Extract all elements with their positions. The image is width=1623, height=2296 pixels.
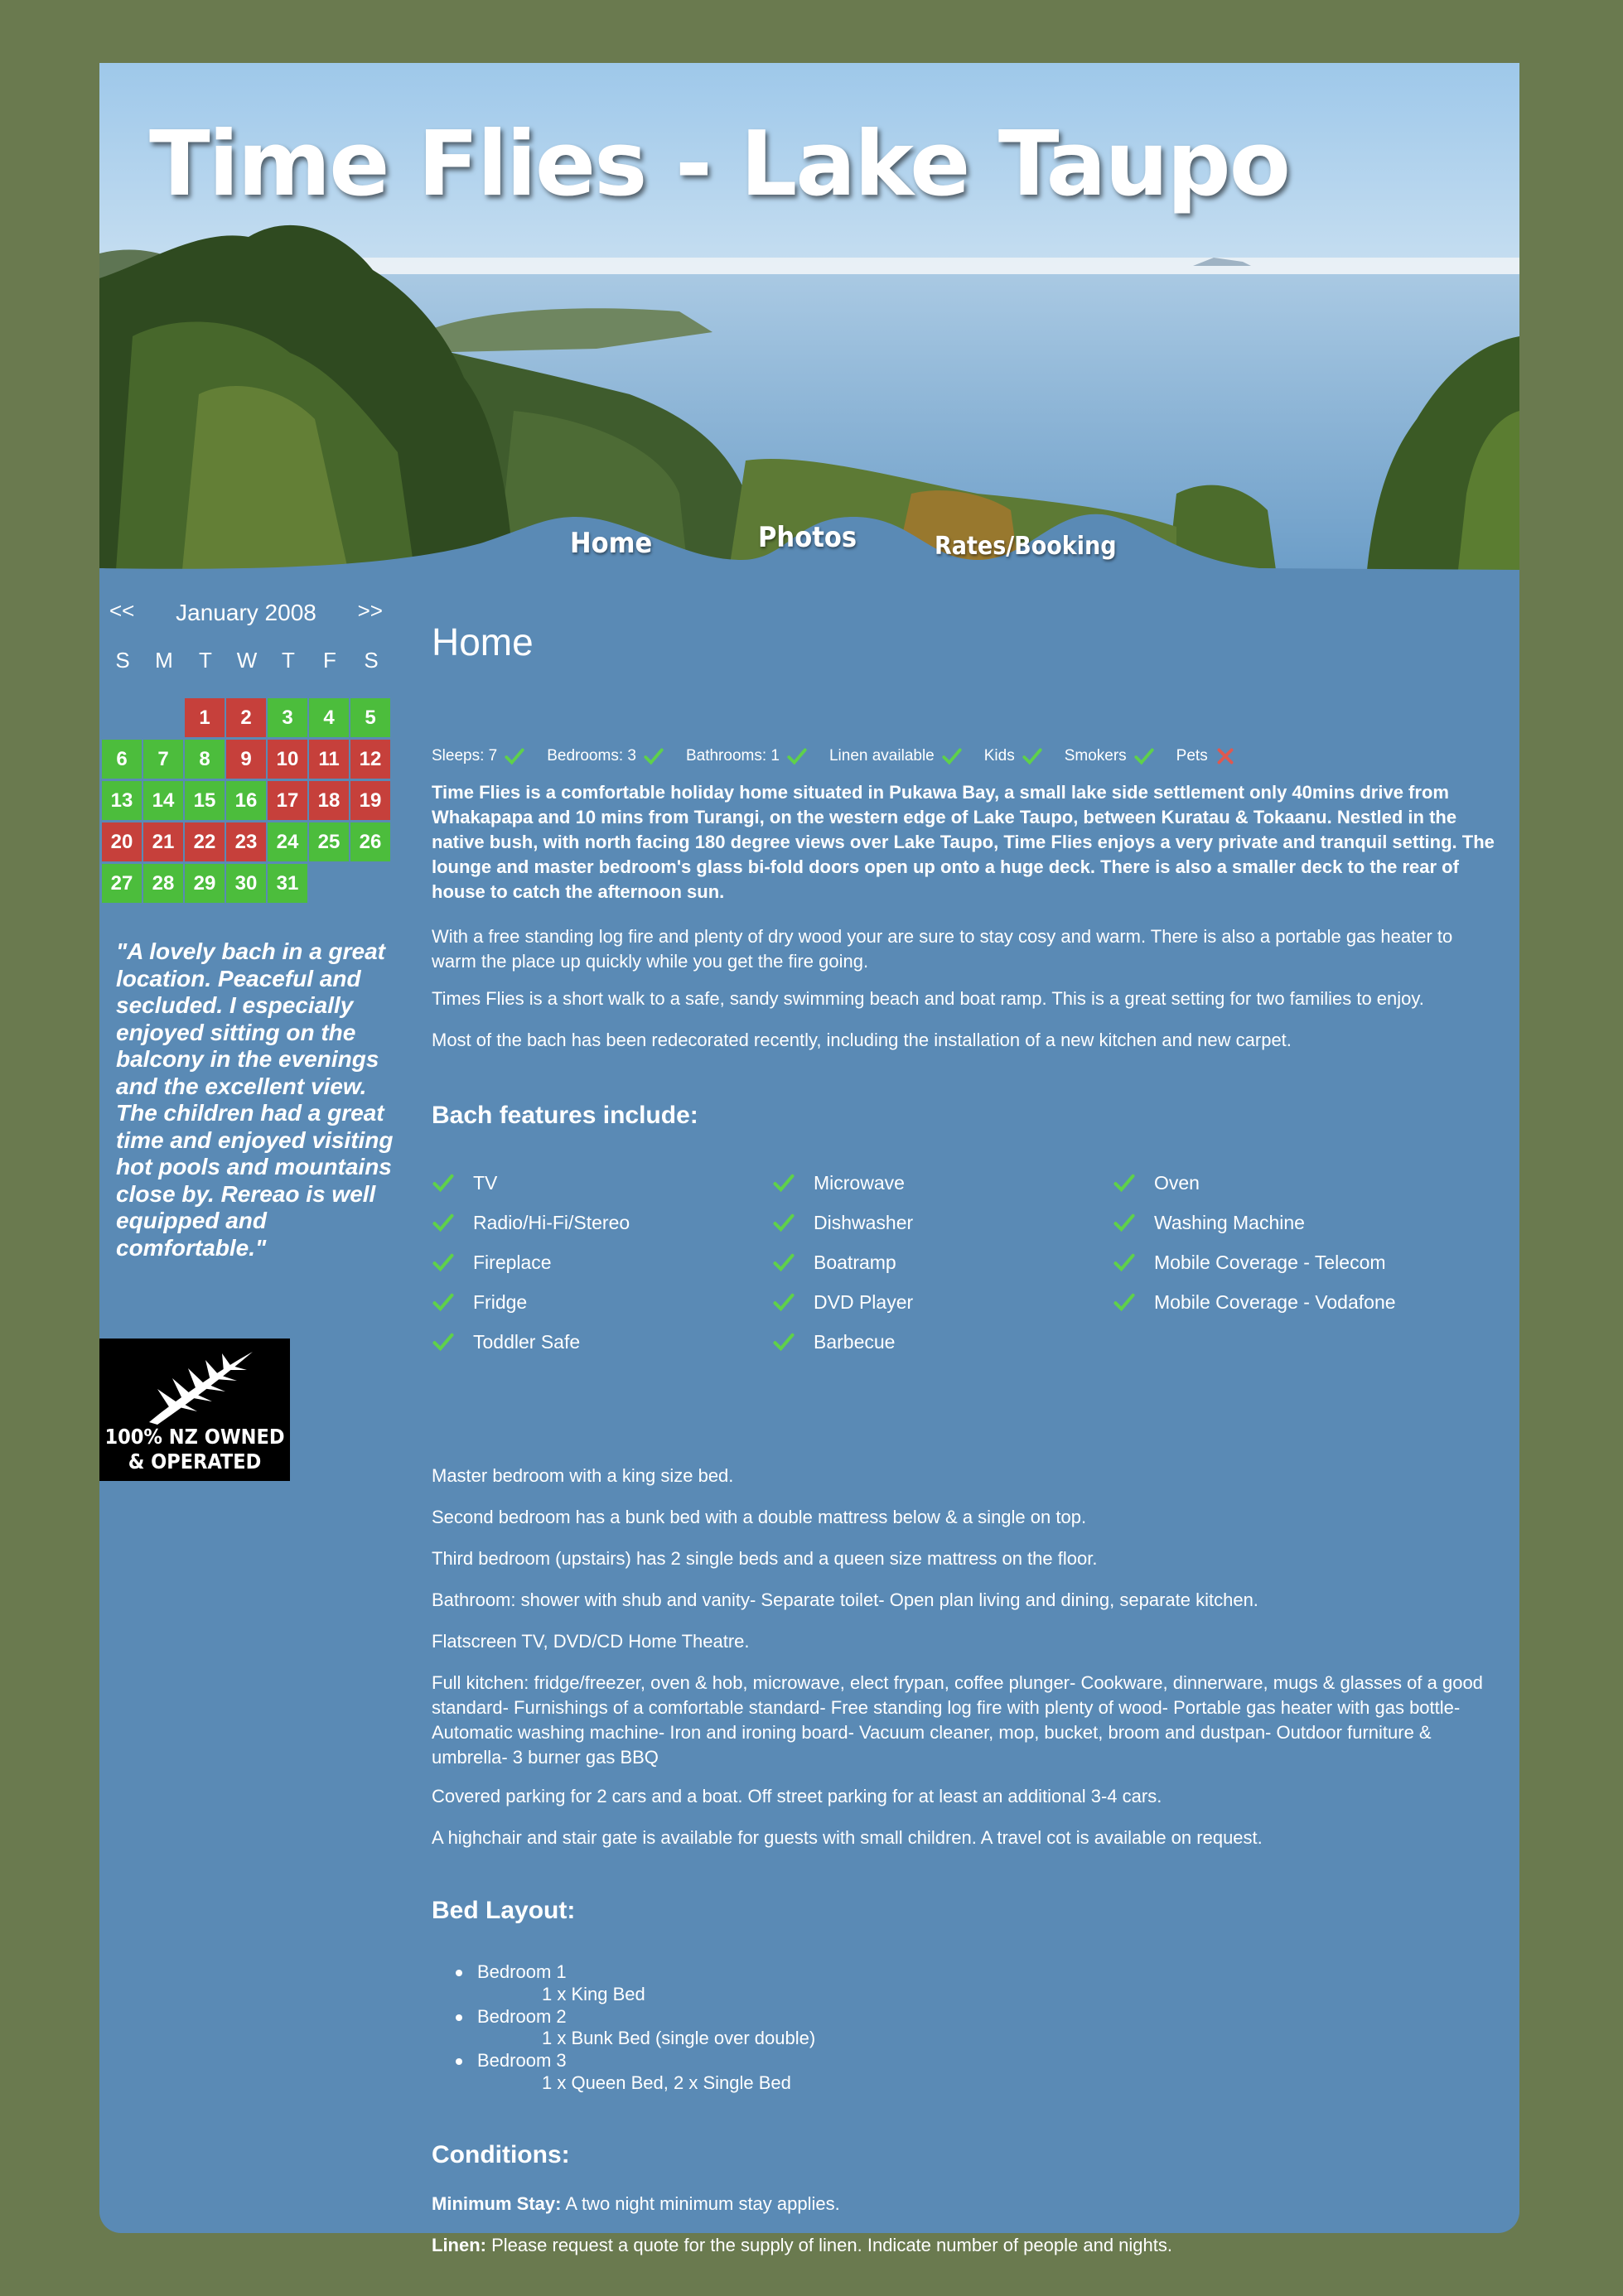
features-list <box>432 1163 1509 1362</box>
amenity-item <box>686 745 808 767</box>
calendar-day-available[interactable]: 29 <box>185 864 225 903</box>
calendar-weekdays <box>102 648 392 673</box>
condition-label: Linen: <box>432 2235 486 2255</box>
amenities-bar <box>432 745 1258 767</box>
calendar-day-booked: 18 <box>309 781 349 820</box>
bed-layout-list <box>477 1961 815 2095</box>
calendar-day-available[interactable]: 28 <box>143 864 183 903</box>
feature-label: Dishwasher <box>814 1211 914 1233</box>
feature-item <box>432 1163 772 1203</box>
check-icon <box>772 1290 795 1314</box>
calendar-prev-button[interactable]: << <box>109 598 135 623</box>
check-icon <box>772 1171 795 1194</box>
weekday-label: S <box>364 648 379 673</box>
detail-paragraph: Full kitchen: fridge/freezer, oven & hob, microwave, elect frypan, coffee plunger- Cookware, dinnerware, mugs & glasses of a good standard- Furnishings of a comfortable standard- Free standing log fire with plenty of wood- Portable gas heater with gas bottle- Automatic washing machine- Iron and ironing board- Vacuum cleaner, mop, bucket, broom and dustpan- Outdoor furniture & umbrella- 3 burner gas BBQ <box>432 1672 1483 1768</box>
feature-label: Barbecue <box>814 1330 896 1353</box>
feature-item <box>1113 1282 1453 1322</box>
feature-item <box>772 1242 1113 1282</box>
detail-paragraph: Bathroom: shower with shub and vanity- Separate toilet- Open plan living and dining, separate kitchen. <box>432 1589 1258 1610</box>
check-icon <box>1133 745 1155 767</box>
calendar-day-available[interactable]: 6 <box>102 740 142 779</box>
weekday-label: M <box>155 648 173 673</box>
calendar-day-available[interactable]: 26 <box>350 822 390 861</box>
detail-paragraph: Second bedroom has a bunk bed with a double mattress below & a single on top. <box>432 1507 1087 1527</box>
feature-item <box>432 1203 772 1242</box>
detail-paragraph: Master bedroom with a king size bed. <box>432 1465 734 1486</box>
amenity-label: Kids <box>983 747 1015 765</box>
calendar-day-available[interactable]: 25 <box>309 822 349 861</box>
feature-label: Fireplace <box>473 1251 552 1273</box>
check-icon <box>1113 1171 1136 1194</box>
detail-paragraph: Third bedroom (upstairs) has 2 single beds and a queen size mattress on the floor. <box>432 1548 1098 1569</box>
amenity-label: Sleeps: 7 <box>432 747 498 765</box>
condition-item <box>432 2233 1500 2258</box>
calendar-grid <box>102 698 390 903</box>
feature-label: Microwave <box>814 1171 905 1194</box>
calendar-day-booked: 22 <box>185 822 225 861</box>
calendar-day-booked: 20 <box>102 822 142 861</box>
nav-rates-booking[interactable]: Rates/Booking <box>935 532 1117 561</box>
condition-label: Minimum Stay: <box>432 2193 562 2214</box>
calendar-day-booked: 12 <box>350 740 390 779</box>
site-title: Time Flies - Lake Taupo <box>149 113 1289 216</box>
feature-label: Boatramp <box>814 1251 896 1273</box>
amenity-label: Pets <box>1176 747 1208 765</box>
check-icon <box>1113 1251 1136 1274</box>
calendar-day-booked: 17 <box>268 781 307 820</box>
badge-line-1: 100% NZ OWNED <box>104 1425 285 1449</box>
beach-paragraph: Times Flies is a short walk to a safe, sandy swimming beach and boat ramp. This is a great setting for two families to enjoy. <box>432 988 1424 1009</box>
weekday-label: W <box>236 648 258 673</box>
calendar-day-available[interactable]: 27 <box>102 864 142 903</box>
detail-paragraph: Covered parking for 2 cars and a boat. Off street parking for at least an additional 3-4 cars. <box>432 1786 1162 1806</box>
feature-label: Toddler Safe <box>473 1330 581 1353</box>
calendar-day-booked: 10 <box>268 740 307 779</box>
feature-item <box>1113 1203 1453 1242</box>
weekday-label: F <box>323 648 336 673</box>
calendar-day-available[interactable]: 16 <box>226 781 266 820</box>
feature-item <box>772 1282 1113 1322</box>
check-icon <box>643 745 664 767</box>
check-icon <box>432 1290 455 1314</box>
calendar-day-available[interactable]: 8 <box>185 740 225 779</box>
nz-owned-badge <box>99 1339 290 1481</box>
bed-layout-item <box>477 1961 815 2006</box>
cross-icon <box>1215 745 1236 767</box>
calendar-day-booked: 9 <box>226 740 266 779</box>
amenity-label: Linen available <box>828 747 935 765</box>
bed-layout-heading: Bed Layout: <box>432 1897 576 1924</box>
check-icon <box>941 745 963 767</box>
calendar-day-available[interactable]: 14 <box>143 781 183 820</box>
condition-item <box>432 2192 1500 2216</box>
calendar-header <box>109 598 383 631</box>
weekday-label: T <box>282 648 295 673</box>
detail-paragraph: A highchair and stair gate is available for guests with small children. A travel cot is available on request. <box>432 1827 1263 1848</box>
bed-layout-item <box>477 2050 815 2095</box>
check-icon <box>1113 1290 1136 1314</box>
calendar-month-label: January 2008 <box>176 600 316 625</box>
amenity-label: Bedrooms: 3 <box>547 747 636 765</box>
feature-label: Mobile Coverage - Telecom <box>1154 1251 1386 1273</box>
feature-label: Mobile Coverage - Vodafone <box>1154 1290 1396 1313</box>
bedroom-name: Bedroom 3 <box>477 2050 567 2072</box>
page-container <box>99 63 1519 2255</box>
calendar-day-booked: 19 <box>350 781 390 820</box>
check-icon <box>504 745 525 767</box>
check-icon <box>1113 1211 1136 1234</box>
condition-text: A two night minimum stay applies. <box>561 2193 840 2214</box>
feature-item <box>1113 1242 1453 1282</box>
feature-item <box>432 1282 772 1322</box>
check-icon <box>772 1330 795 1353</box>
amenity-item <box>432 745 525 767</box>
intro-paragraph: Time Flies is a comfortable holiday home situated in Pukawa Bay, a small lake side settlement only 40mins drive from Whakapapa and 10 mins from Turangi, on the western edge of Lake Taupo, between Kuratau & Tokaanu. Nestled in the native bush, with north facing 180 degree views over Lake Taupo, Time Flies enjoys a very private and tranquil setting. The lounge and master bedroom's glass bi-fold doors open up onto a huge deck. There is also a smaller deck to the rear of house to catch the afternoon sun. <box>432 782 1495 902</box>
feature-label: Oven <box>1154 1171 1200 1194</box>
feature-item <box>432 1322 772 1362</box>
bed-layout-item <box>477 2006 815 2051</box>
check-icon <box>432 1251 455 1274</box>
calendar-day-available[interactable]: 31 <box>268 864 307 903</box>
amenity-item <box>1176 745 1236 767</box>
weekday-label: T <box>199 648 212 673</box>
feature-label: Washing Machine <box>1154 1211 1305 1233</box>
weekday-label: S <box>115 648 130 673</box>
feature-item <box>772 1203 1113 1242</box>
bedroom-beds: 1 x Bunk Bed (single over double) <box>542 2028 816 2049</box>
calendar-day-booked: 1 <box>185 698 225 737</box>
page-title: Home <box>432 620 534 663</box>
feature-label: Radio/Hi-Fi/Stereo <box>473 1211 630 1233</box>
feature-item <box>772 1163 1113 1203</box>
calendar-day-available[interactable]: 15 <box>185 781 225 820</box>
header-banner <box>99 63 1519 570</box>
feature-item <box>432 1242 772 1282</box>
badge-line-2: & OPERATED <box>128 1449 262 1474</box>
check-icon <box>1022 745 1043 767</box>
amenity-label: Bathrooms: 1 <box>685 747 780 765</box>
redecorated-paragraph: Most of the bach has been redecorated recently, including the installation of a new kitchen and new carpet. <box>432 1030 1292 1050</box>
calendar-empty-cell <box>102 698 142 737</box>
bedroom-beds: 1 x King Bed <box>542 1983 645 2004</box>
calendar-day-booked: 11 <box>309 740 349 779</box>
calendar-day-available[interactable]: 5 <box>350 698 390 737</box>
testimonial-quote: "A lovely bach in a great location. Peaceful and secluded. I especially enjoyed sitting on the balcony in the evenings and the excellent view. The children had a great time and enjoyed visiting hot pools and mountains close by. Rereao is well equipped and comfortable." <box>116 938 394 1261</box>
condition-text: Please request a quote for the supply of linen. Indicate number of people and nights. <box>486 2235 1172 2255</box>
calendar-day-available[interactable]: 3 <box>268 698 307 737</box>
calendar-day-booked: 21 <box>143 822 183 861</box>
bullet-icon <box>456 2014 462 2021</box>
check-icon <box>432 1330 455 1353</box>
conditions-heading: Conditions: <box>432 2141 570 2168</box>
check-icon <box>786 745 808 767</box>
calendar-day-booked: 2 <box>226 698 266 737</box>
bullet-icon <box>456 1970 462 1976</box>
amenity-label: Smokers <box>1064 747 1127 765</box>
check-icon <box>772 1251 795 1274</box>
calendar-day-available[interactable]: 13 <box>102 781 142 820</box>
check-icon <box>772 1211 795 1234</box>
bullet-icon <box>456 2058 462 2065</box>
calendar-day-available[interactable]: 24 <box>268 822 307 861</box>
calendar-day-available[interactable]: 4 <box>309 698 349 737</box>
features-heading: Bach features include: <box>432 1102 698 1129</box>
amenity-item <box>829 745 963 767</box>
calendar-day-available[interactable]: 7 <box>143 740 183 779</box>
feature-item <box>772 1322 1113 1362</box>
calendar-empty-cell <box>143 698 183 737</box>
silver-fern-icon <box>99 1343 290 1426</box>
amenity-item <box>984 745 1043 767</box>
heating-paragraph: With a free standing log fire and plenty of dry wood your are sure to stay cosy and warm. There is also a portable gas heater to warm the place up quickly while you get the fire going. <box>432 926 1453 972</box>
bedroom-name: Bedroom 2 <box>477 2005 567 2027</box>
calendar-day-booked: 23 <box>226 822 266 861</box>
nav-home[interactable]: Home <box>570 527 653 560</box>
nav-photos[interactable]: Photos <box>758 521 857 554</box>
bedroom-beds: 1 x Queen Bed, 2 x Single Bed <box>542 2072 791 2093</box>
amenity-item <box>547 745 664 767</box>
feature-item <box>1113 1163 1453 1203</box>
detail-paragraph: Flatscreen TV, DVD/CD Home Theatre. <box>432 1631 750 1652</box>
calendar-day-available[interactable]: 30 <box>226 864 266 903</box>
amenity-item <box>1065 745 1155 767</box>
calendar-next-button[interactable]: >> <box>357 598 383 623</box>
check-icon <box>432 1171 455 1194</box>
feature-label: DVD Player <box>814 1290 914 1313</box>
bedroom-name: Bedroom 1 <box>477 1961 567 1982</box>
feature-label: TV <box>473 1171 498 1194</box>
check-icon <box>432 1211 455 1234</box>
feature-label: Fridge <box>473 1290 528 1313</box>
